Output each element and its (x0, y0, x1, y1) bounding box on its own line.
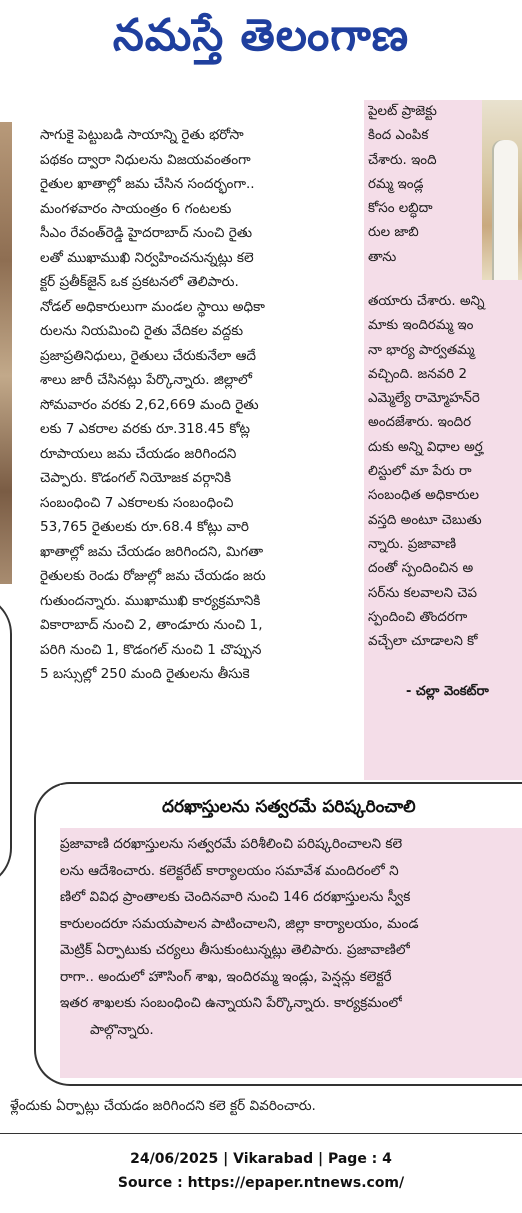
article-line: పథకం ద్వారా నిధులను విజయవంతంగా (40, 151, 251, 168)
sidebar-line: మాకు ఇందిరమ్మ ఇం (368, 318, 474, 334)
article-line: శాలు జారీ చేసినట్లు పేర్కొన్నారు. జిల్లాలో (40, 372, 252, 388)
footer-dateline: 24/06/2025 | Vikarabad | Page : 4 (130, 1151, 392, 1167)
main-article (40, 123, 362, 773)
article-line: సోమవారం వరకు 2,62,669 మంది రైతు (40, 396, 259, 413)
sidebar-line: దంతో స్పందించిన అ (368, 561, 474, 577)
article-line: ప్రజాప్రతినిధులు, రైతులు చేరుకునేలా ఆదే (40, 347, 257, 364)
article-line: పరిగి నుంచి 1, కొడంగల్ నుంచి 1 చొప్పున (40, 641, 262, 658)
sidebar-line: రుల జాబి (368, 225, 419, 241)
sidebar-line: దుకు అన్ని విధాల అర్హ (368, 439, 483, 455)
sidebar-line: న్నారు. ప్రజావాణి (368, 536, 457, 552)
box-line: రాగా.. అందులో హౌసింగ్ శాఖ, ఇందిరమ్మ ఇండ్లు, పెన్షన్లు కలెక్టరే (60, 968, 392, 985)
article-line: 5 బస్సుల్లో 250 మంది రైతులను తీసుకె (40, 666, 250, 682)
sidebar-top-text (368, 100, 478, 270)
sidebar-photo (482, 100, 522, 280)
sidebar-byline: - చల్లా వెంకట్‌రా (406, 684, 489, 699)
article-line: 53,765 రైతులకు రూ.68.4 కోట్లు వారి (40, 519, 249, 535)
box-line: మెట్రిక్ ఏర్పాటుకు చర్యలు తీసుకుంటున్నట్లు తెలిపారు. ప్రజావాణిలో (60, 942, 410, 958)
sidebar-line: నా భార్య పార్వతమ్మ (368, 342, 475, 358)
masthead (0, 0, 522, 82)
article-line: వికారాబాద్ నుంచి 2, తాండూరు నుంచి 1, (40, 617, 263, 633)
sidebar-line: ఎమ్మెల్యే రామ్మోహన్‌రె (368, 391, 480, 407)
article-line: చెప్పారు. కొడంగల్ నియోజక వర్గానికి (40, 470, 232, 486)
article-line: రులను నియమించి రైతు వేదికల వద్దకు (40, 323, 244, 339)
article-line: సాగుకై పెట్టుబడి సాయాన్ని రైతు భరోసా (40, 127, 244, 143)
article-line: గుతుందన్నారు. ముఖాముఖి కార్యక్రమానికి (40, 592, 261, 609)
article-line: ఖాతాల్లో జమ చేయడం జరిగిందని, మిగతా (40, 543, 264, 560)
sidebar-line: అందజేశారు. ఇందిర (368, 415, 472, 431)
sidebar-line: కింద ఎంపిక (368, 128, 429, 144)
footer-divider (0, 1133, 522, 1134)
box-line: ఇతర శాఖలకు సంబంధించి ఉన్నాయని పేర్కొన్నారు. కార్యక్రమంలో (60, 995, 403, 1011)
newspaper-title: నమస్తే తెలంగాణ (112, 10, 410, 61)
sidebar-line: చేశారు. ఇంది (368, 152, 437, 168)
article-line: రూపాయలు జమ చేయడం జరిగిందని (40, 445, 237, 462)
box-line: ణిలో వివిధ ప్రాంతాలకు చెందినవారి నుంచి 146 దరఖాస్తులను స్వీక (60, 889, 411, 905)
article-continuation: ళ్లేందుకు ఏర్పాట్లు చేయడం జరిగిందని కలె క్టర్ వివరించారు. (10, 1098, 316, 1114)
sidebar-line: లిస్టులో మా పేరు రా (368, 464, 472, 480)
footer-source: Source : https://epaper.ntnews.com/ (117, 1175, 405, 1191)
article-line: రైతుల ఖాతాల్లో జమ చేసిన సందర్భంగా.. (40, 176, 255, 192)
sidebar-story (364, 100, 522, 780)
article-line: నోడల్ అధికారులుగా మండల స్థాయి అధికా (40, 298, 265, 315)
sidebar-line: స్పందించి తొందరగా (368, 609, 468, 625)
article-line: లకు 7 ఎకరాల వరకు రూ.318.45 కోట్ల (40, 421, 250, 437)
sidebar-line: వస్తది అంటూ చెబుతు (368, 512, 482, 528)
box-line: లను ఆదేశించారు. కలెక్టరేట్ కార్యాలయం సమావేశ మందిరంలో ని (60, 862, 399, 879)
sidebar-line: పైలట్ ప్రాజెక్టు (368, 104, 437, 119)
sidebar-line: సర్‌ను కలవాలని చెప (368, 585, 477, 601)
person-figure (494, 140, 518, 280)
sidebar-line: తయారు చేశారు. అన్ని (368, 294, 485, 309)
article-line: సంబంధించి 7 ఎకరాలకు సంబంధించి (40, 494, 234, 511)
sidebar-line: రమ్మ ఇండ్ల (368, 176, 424, 192)
left-edge-photo (0, 122, 12, 584)
sidebar-line: సంబంధిత అధికారుల (368, 488, 479, 504)
box-line: పాల్గొన్నారు. (90, 1021, 154, 1038)
sidebar-line: వచ్చింది. జనవరి 2 (368, 366, 467, 382)
left-edge-frame (0, 594, 12, 888)
article-line: రైతులకు రెండు రోజుల్లో జమ చేయడం జరు (40, 568, 266, 584)
article-line: లతో ముఖాముఖి నిర్వహించనున్నట్లు కలె (40, 249, 254, 266)
box-title: దరఖాస్తులను సత్వరమే పరిష్కరించాలి (162, 797, 416, 817)
box-line: కారులందరూ సమయపాలన పాటించాలని, జిల్లా కార్యాలయం, మండ (60, 915, 419, 932)
sidebar-line: కోసం లబ్ధిదా (368, 201, 433, 217)
sidebar-line: తాను (368, 249, 397, 265)
box-body (60, 828, 522, 1078)
article-line: సీఎం రేవంత్‌రెడ్డి హైదరాబాద్ నుంచి రైతు (40, 225, 253, 241)
article-line: క్టర్ ప్రతీక్‌జైన్ ఒక ప్రకటనలో తెలిపారు. (40, 274, 239, 290)
sidebar-line: వచ్చేలా చూడాలని కో (368, 634, 478, 650)
sidebar-bottom-text (368, 290, 522, 654)
article-line: మంగళవారం సాయంత్రం 6 గంటలకు (40, 200, 232, 217)
box-line: ప్రజావాణి దరఖాస్తులను సత్వరమే పరిశీలించి పరిష్కరించాలని కలె (60, 836, 403, 852)
